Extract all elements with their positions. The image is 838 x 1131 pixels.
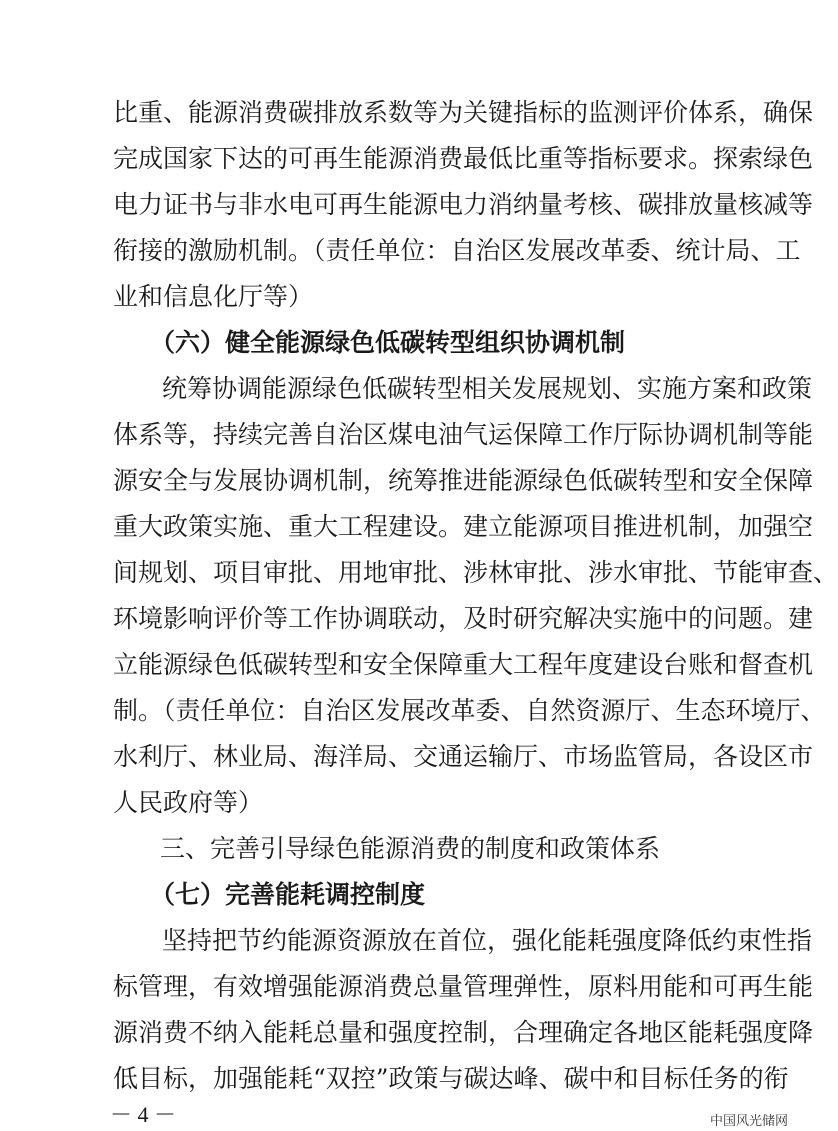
body-line: 标管理，有效增强能源消费总量管理弹性，原料用能和可再生能 [113, 972, 814, 1001]
body-line: 制。（责任单位：自治区发展改革委、自然资源厅、生态环境厅、 [113, 696, 826, 725]
body-line: 统筹协调能源绿色低碳转型相关发展规划、实施方案和政策 [162, 374, 813, 403]
section-heading: （七）完善能耗调控制度 [150, 880, 426, 909]
body-line: 低目标，加强能耗“双控”政策与碳达峰、碳中和目标任务的衔 [113, 1064, 789, 1093]
watermark-text: 中国风光储网 [709, 1114, 788, 1129]
section-heading: 三、完善引导绿色能源消费的制度和政策体系 [160, 834, 661, 863]
body-line: 水利厅、林业局、海洋局、交通运输厅、市场监管局，各设区市 [113, 742, 814, 771]
body-line: 环境影响评价等工作协调联动，及时研究解决实施中的问题。建 [113, 604, 814, 633]
body-line: 体系等，持续完善自治区煤电油气运保障工作厅际协调机制等能 [113, 420, 814, 449]
body-line: 立能源绿色低碳转型和安全保障重大工程年度建设台账和督查机 [113, 650, 814, 679]
body-line: 比重、能源消费碳排放系数等为关键指标的监测评价体系，确保 [113, 98, 814, 127]
body-line: 坚持把节约能源资源放在首位，强化能耗强度降低约束性指 [162, 926, 813, 955]
body-line: 间规划、项目审批、用地审批、涉林审批、涉水审批、节能审查、 [113, 558, 838, 587]
body-line: 人民政府等） [113, 788, 264, 817]
body-line: 衔接的激励机制。（责任单位：自治区发展改革委、统计局、工 [113, 236, 801, 265]
body-line: 电力证书与非水电可再生能源电力消纳量考核、碳排放量核减等 [113, 190, 814, 219]
body-line: 源安全与发展协调机制，统筹推进能源绿色低碳转型和安全保障 [113, 466, 814, 495]
body-line: 完成国家下达的可再生能源消费最低比重等指标要求。探索绿色 [113, 144, 814, 173]
body-line: 源消费不纳入能耗总量和强度控制，合理确定各地区能耗强度降 [113, 1018, 814, 1047]
section-heading: （六）健全能源绿色低碳转型组织协调机制 [150, 328, 626, 357]
body-line: 业和信息化厅等） [113, 282, 314, 311]
body-line: 重大政策实施、重大工程建设。建立能源项目推进机制，加强空 [113, 512, 814, 541]
page-number: － 4 － [110, 1102, 177, 1127]
